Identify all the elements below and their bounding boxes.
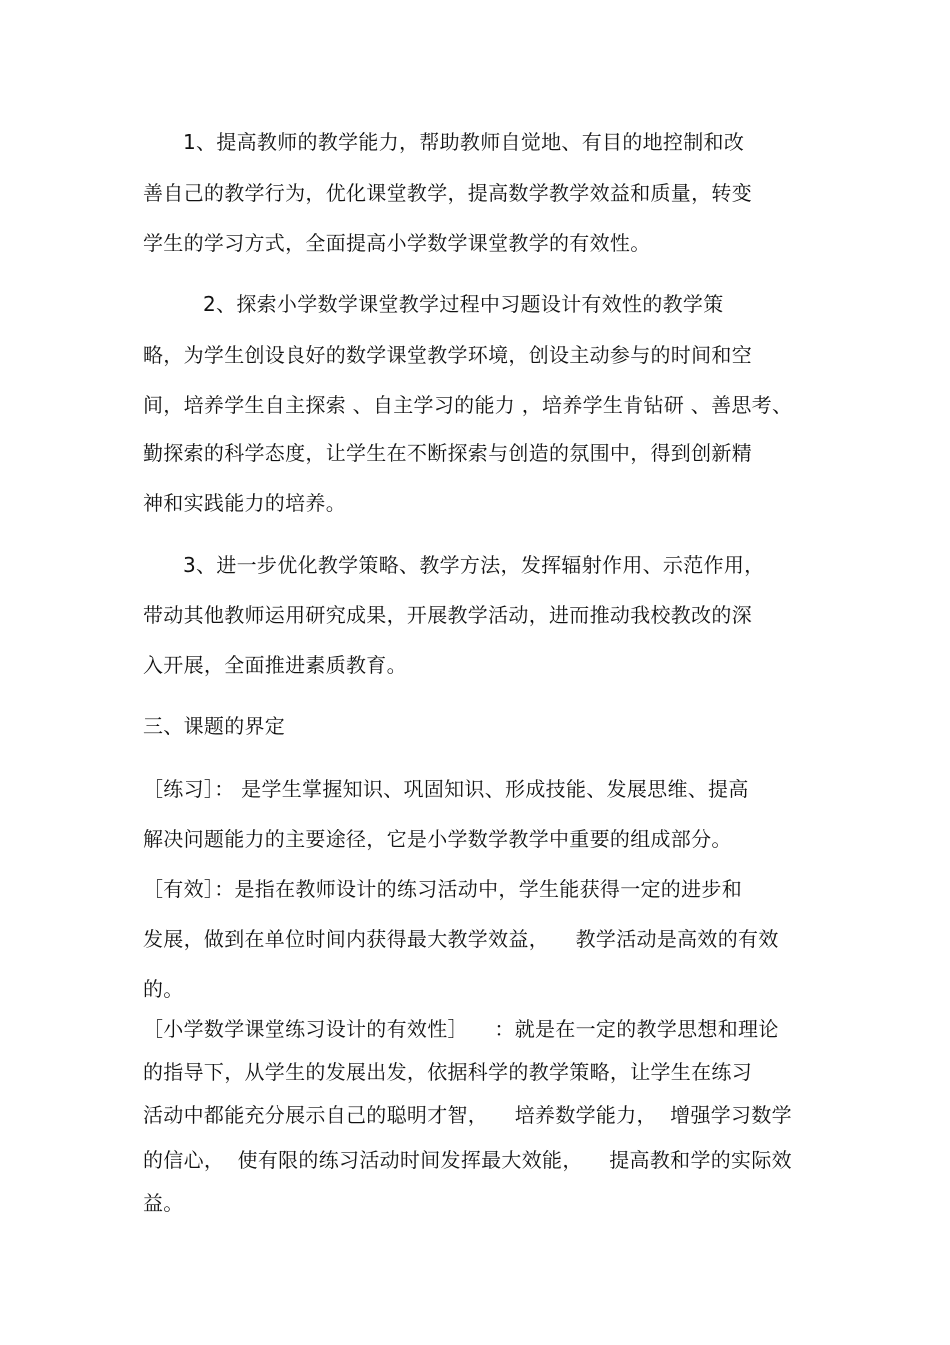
- definition-effectiveness-line-4: 的信心， 使有限的练习活动时间发挥最大效能， 提高教和学的实际效: [143, 1148, 792, 1172]
- section-heading: 三、课题的界定: [143, 714, 286, 738]
- definition-effectiveness-line-5: 益。: [143, 1191, 184, 1215]
- goal-2-line-2: 略，为学生创设良好的数学课堂教学环境，创设主动参与的时间和空: [143, 343, 752, 367]
- goal-2-line-3: 间，培养学生自主探索 、自主学习的能力 ，培养学生肯钻研 、善思考、: [143, 393, 793, 417]
- definition-effective-line-3: 的。: [143, 977, 184, 1001]
- definition-effectiveness-line-2: 的指导下，从学生的发展出发，依据科学的教学策略，让学生在练习: [143, 1060, 752, 1084]
- goal-3-line-3: 入开展，全面推进素质教育。: [143, 653, 407, 677]
- goal-3-line-1: 3、进一步优化教学策略、教学方法，发挥辐射作用、示范作用，: [183, 553, 765, 577]
- goal-1-line-2: 善自己的教学行为，优化课堂教学，提高数学教学效益和质量，转变: [143, 181, 752, 205]
- goal-2-line-1: 2、探索小学数学课堂教学过程中习题设计有效性的教学策: [203, 292, 724, 316]
- definition-effectiveness-line-3: 活动中都能充分展示自己的聪明才智， 培养数学能力， 增强学习数学: [143, 1103, 792, 1127]
- goal-2-line-5: 神和实践能力的培养。: [143, 491, 346, 515]
- definition-effective-line-2: 发展，做到在单位时间内获得最大教学效益， 教学活动是高效的有效: [143, 927, 779, 951]
- goal-1-line-1: 1、提高教师的教学能力，帮助教师自觉地、有目的地控制和改: [183, 130, 745, 154]
- definition-practice-line-1: ［练习］： 是学生掌握知识、巩固知识、形成技能、发展思维、提高: [143, 777, 749, 801]
- definition-effectiveness-line-1: ［小学数学课堂练习设计的有效性］ ：就是在一定的教学思想和理论: [143, 1017, 779, 1041]
- definition-effective-line-1: ［有效］：是指在教师设计的练习活动中，学生能获得一定的进步和: [143, 877, 742, 901]
- goal-2-line-4: 勤探索的科学态度，让学生在不断探索与创造的氛围中，得到创新精: [143, 441, 752, 465]
- definition-practice-line-2: 解决问题能力的主要途径，它是小学数学教学中重要的组成部分。: [143, 827, 732, 851]
- goal-1-line-3: 学生的学习方式，全面提高小学数学课堂教学的有效性。: [143, 231, 651, 255]
- goal-3-line-2: 带动其他教师运用研究成果，开展教学活动，进而推动我校教改的深: [143, 603, 752, 627]
